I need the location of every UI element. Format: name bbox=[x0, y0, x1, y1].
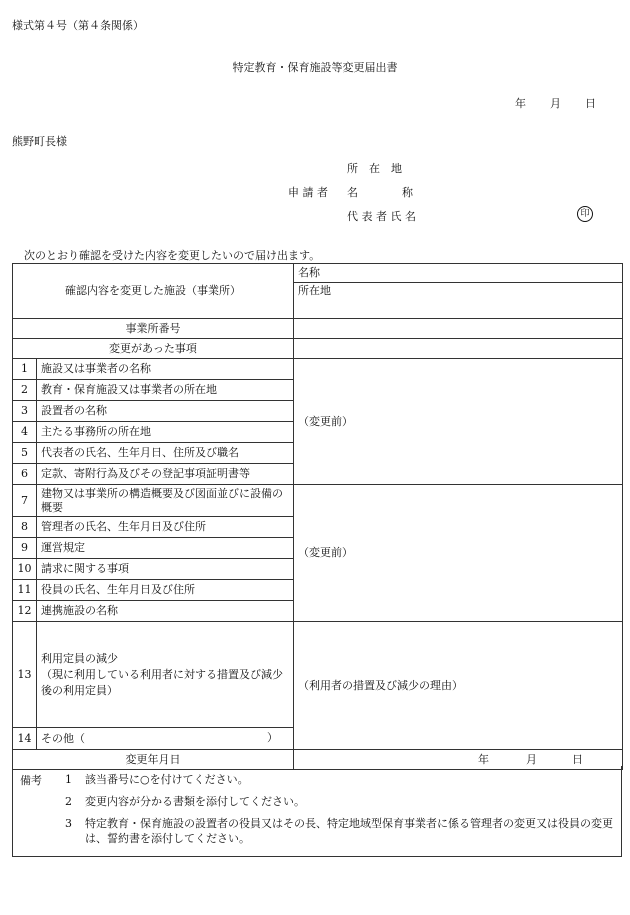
other-close-paren: ） bbox=[267, 731, 278, 744]
change-date-month: 月 bbox=[526, 753, 537, 766]
item-num: 5 bbox=[13, 443, 37, 464]
note-item bbox=[65, 816, 615, 846]
change-date-day: 日 bbox=[572, 753, 583, 766]
addressee: 熊野町長様 bbox=[12, 135, 67, 148]
note-num: 3 bbox=[65, 817, 72, 830]
item-num: 11 bbox=[13, 580, 37, 601]
item-num: 9 bbox=[13, 538, 37, 559]
changed-items-header: 変更があった事項 bbox=[13, 339, 294, 359]
reason-box[interactable] bbox=[294, 622, 623, 750]
item-text: 教育・保育施設又は事業者の所在地 bbox=[37, 380, 294, 401]
notes-label: 備考 bbox=[20, 774, 42, 787]
item-num: 3 bbox=[13, 401, 37, 422]
item-num: 12 bbox=[13, 601, 37, 622]
seal-mark: 印 bbox=[577, 206, 593, 222]
change-date-label: 変更年月日 bbox=[13, 750, 294, 770]
date-month-label: 月 bbox=[550, 97, 561, 110]
applicant-name-label: 名 称 bbox=[347, 186, 413, 199]
change-form-table bbox=[12, 263, 623, 770]
item-text: 連携施設の名称 bbox=[37, 601, 294, 622]
item-num: 7 bbox=[13, 485, 37, 517]
item-text: 運営規定 bbox=[37, 538, 294, 559]
note-text: 該当番号に○を付けてください。 bbox=[85, 773, 249, 786]
before-label: （変更前） bbox=[298, 546, 353, 559]
before-label: （変更前） bbox=[298, 414, 353, 428]
date-year-label: 年 bbox=[515, 97, 526, 110]
item-text: 設置者の名称 bbox=[37, 401, 294, 422]
note-item bbox=[65, 794, 615, 809]
applicant-rep-label: 代 表 者 氏 名 bbox=[347, 210, 416, 223]
note-num: 1 bbox=[65, 773, 72, 786]
item-num: 6 bbox=[13, 464, 37, 485]
note-num: 2 bbox=[65, 795, 72, 808]
item-text: 施設又は事業者の名称 bbox=[37, 359, 294, 380]
facility-label: 確認内容を変更した施設（事業所） bbox=[13, 264, 294, 319]
item-num: 13 bbox=[13, 622, 37, 728]
form-id: 様式第４号（第４条関係） bbox=[12, 19, 144, 32]
item-text: 役員の氏名、生年月日及び住所 bbox=[37, 580, 294, 601]
facility-name-label: 名称 bbox=[294, 264, 622, 283]
item-text: 建物又は事業所の構造概要及び図面並びに設備の概要 bbox=[37, 485, 294, 517]
reason-label: （利用者の措置及び減少の理由） bbox=[298, 678, 463, 692]
facility-address-label: 所在地 bbox=[298, 284, 331, 297]
item-text: その他（ bbox=[41, 731, 85, 745]
note-item bbox=[65, 772, 615, 787]
note-text: 特定教育・保育施設の設置者の役員又はその長、特定地域型保育事業者に係る管理者の変更又は役員の変更は、誓約書を添付してください。 bbox=[85, 817, 613, 845]
change-date-year: 年 bbox=[478, 753, 489, 766]
office-number-value[interactable] bbox=[294, 319, 623, 339]
before-box-1[interactable] bbox=[294, 359, 623, 485]
item-text: 請求に関する事項 bbox=[37, 559, 294, 580]
item-num: 1 bbox=[13, 359, 37, 380]
item-num: 8 bbox=[13, 517, 37, 538]
office-number-label: 事業所番号 bbox=[13, 319, 294, 339]
item-text: 代表者の氏名、生年月日、住所及び職名 bbox=[37, 443, 294, 464]
item-num: 4 bbox=[13, 422, 37, 443]
changed-items-blank bbox=[294, 339, 623, 359]
item-text: 主たる事務所の所在地 bbox=[37, 422, 294, 443]
document-title: 特定教育・保育施設等変更届出書 bbox=[232, 61, 398, 74]
item-num: 2 bbox=[13, 380, 37, 401]
item-num: 14 bbox=[13, 728, 37, 750]
item-other[interactable] bbox=[37, 728, 294, 750]
item-num: 10 bbox=[13, 559, 37, 580]
note-text: 変更内容が分かる書類を添付してください。 bbox=[85, 795, 305, 808]
notes-box bbox=[12, 766, 622, 857]
item-text: 管理者の氏名、生年月日及び住所 bbox=[37, 517, 294, 538]
before-box-2[interactable] bbox=[294, 485, 623, 622]
applicant-location-label: 所 在 地 bbox=[347, 162, 402, 175]
lead-text: 次のとおり確認を受けた内容を変更したいので届け出ます。 bbox=[24, 249, 321, 262]
date-day-label: 日 bbox=[585, 97, 596, 110]
item-text: 利用定員の減少 （現に利用している利用者に対する措置及び減少後の利用定員） bbox=[37, 622, 294, 728]
applicant-group-label: 申 請 者 bbox=[288, 186, 328, 199]
item-text: 定款、寄附行為及びその登記事項証明書等 bbox=[37, 464, 294, 485]
facility-fields bbox=[294, 264, 623, 319]
